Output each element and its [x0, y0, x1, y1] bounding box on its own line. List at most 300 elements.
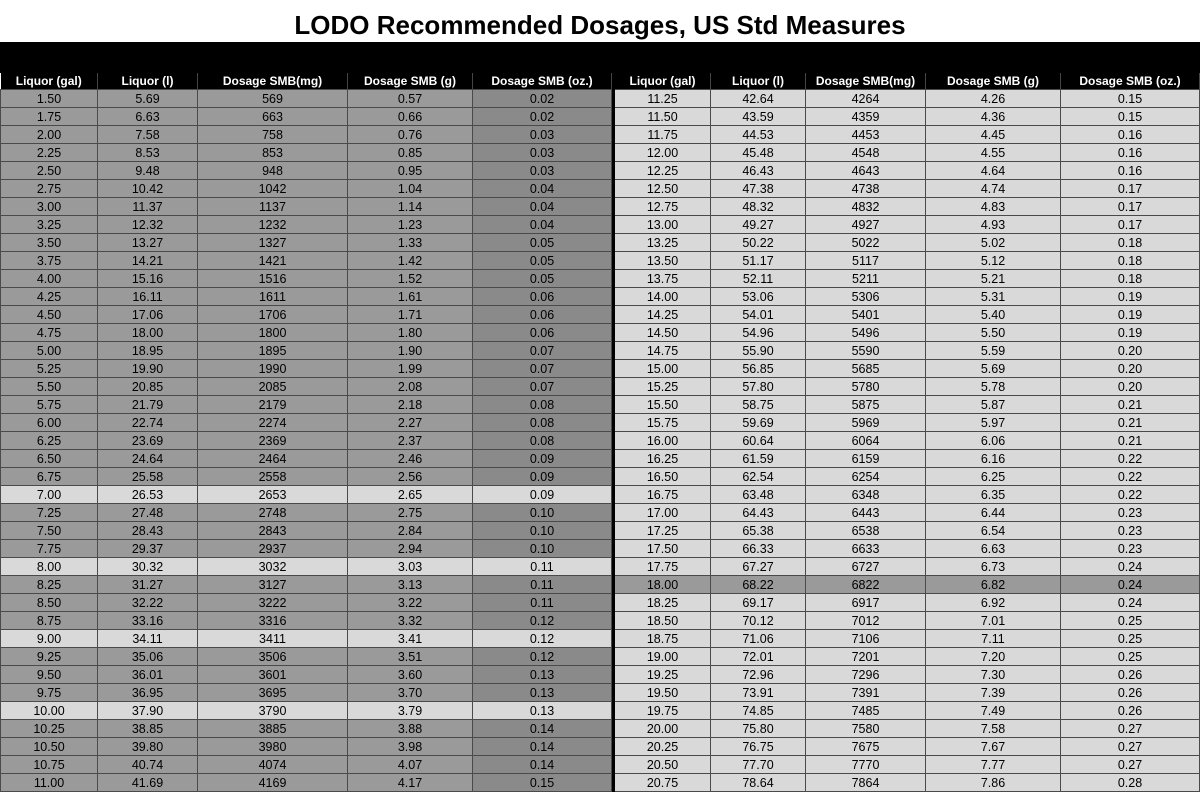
table-cell: 0.08 — [473, 432, 612, 450]
table-cell: 0.04 — [473, 216, 612, 234]
table-row — [1, 576, 612, 594]
table-cell: 569 — [198, 90, 348, 108]
table-cell: 1421 — [198, 252, 348, 270]
table-row — [1, 180, 612, 198]
table-cell: 32.22 — [98, 594, 198, 612]
table-cell: 0.25 — [1061, 630, 1200, 648]
table-cell: 6633 — [806, 540, 926, 558]
table-cell: 4548 — [806, 144, 926, 162]
table-row — [614, 666, 1200, 684]
table-cell: 3.13 — [348, 576, 473, 594]
table-cell: 4359 — [806, 108, 926, 126]
table-cell: 21.79 — [98, 396, 198, 414]
table-cell: 13.00 — [614, 216, 711, 234]
table-cell: 14.50 — [614, 324, 711, 342]
table-cell: 5.75 — [1, 396, 98, 414]
table-cell: 5211 — [806, 270, 926, 288]
table-cell: 5306 — [806, 288, 926, 306]
table-row — [614, 234, 1200, 252]
table-cell: 25.58 — [98, 468, 198, 486]
table-cell: 6.63 — [98, 108, 198, 126]
table-cell: 41.69 — [98, 774, 198, 792]
table-cell: 5496 — [806, 324, 926, 342]
table-cell: 6538 — [806, 522, 926, 540]
table-row — [1, 558, 612, 576]
table-cell: 68.22 — [711, 576, 806, 594]
table-row — [1, 198, 612, 216]
table-cell: 0.24 — [1061, 594, 1200, 612]
table-cell: 4453 — [806, 126, 926, 144]
table-cell: 45.48 — [711, 144, 806, 162]
table-cell: 4.93 — [926, 216, 1061, 234]
table-row — [614, 522, 1200, 540]
table-row — [1, 90, 612, 108]
table-cell: 3.98 — [348, 738, 473, 756]
table-cell: 3.22 — [348, 594, 473, 612]
table-cell: 5117 — [806, 252, 926, 270]
table-row — [614, 180, 1200, 198]
table-cell: 6822 — [806, 576, 926, 594]
table-cell: 9.75 — [1, 684, 98, 702]
table-cell: 0.20 — [1061, 360, 1200, 378]
table-cell: 1800 — [198, 324, 348, 342]
table-cell: 17.06 — [98, 306, 198, 324]
table-cell: 26.53 — [98, 486, 198, 504]
table-cell: 18.00 — [614, 576, 711, 594]
table-cell: 2.25 — [1, 144, 98, 162]
table-row — [1, 126, 612, 144]
table-cell: 6.25 — [1, 432, 98, 450]
table-cell: 31.27 — [98, 576, 198, 594]
column-header: Dosage SMB (oz.) — [1061, 73, 1200, 90]
table-cell: 7391 — [806, 684, 926, 702]
table-cell: 3601 — [198, 666, 348, 684]
table-cell: 13.25 — [614, 234, 711, 252]
table-cell: 0.02 — [473, 108, 612, 126]
table-cell: 22.74 — [98, 414, 198, 432]
table-cell: 5.40 — [926, 306, 1061, 324]
table-cell: 0.03 — [473, 162, 612, 180]
table-cell: 2.75 — [348, 504, 473, 522]
table-cell: 1.50 — [1, 90, 98, 108]
table-cell: 19.75 — [614, 702, 711, 720]
table-row — [614, 90, 1200, 108]
table-cell: 5.21 — [926, 270, 1061, 288]
table-row — [1, 216, 612, 234]
table-cell: 0.06 — [473, 288, 612, 306]
table-cell: 14.75 — [614, 342, 711, 360]
table-row — [1, 738, 612, 756]
table-cell: 6443 — [806, 504, 926, 522]
table-cell: 6064 — [806, 432, 926, 450]
table-cell: 4927 — [806, 216, 926, 234]
table-cell: 0.22 — [1061, 450, 1200, 468]
table-cell: 20.00 — [614, 720, 711, 738]
table-cell: 5.69 — [926, 360, 1061, 378]
table-row — [1, 414, 612, 432]
table-cell: 1137 — [198, 198, 348, 216]
table-cell: 3.03 — [348, 558, 473, 576]
table-cell: 6.75 — [1, 468, 98, 486]
table-cell: 0.24 — [1061, 576, 1200, 594]
table-cell: 0.28 — [1061, 774, 1200, 792]
table-cell: 5685 — [806, 360, 926, 378]
table-cell: 37.90 — [98, 702, 198, 720]
table-cell: 5.97 — [926, 414, 1061, 432]
table-row — [1, 342, 612, 360]
table-cell: 18.75 — [614, 630, 711, 648]
table-row — [614, 540, 1200, 558]
table-cell: 2.27 — [348, 414, 473, 432]
table-cell: 6.73 — [926, 558, 1061, 576]
table-row — [614, 270, 1200, 288]
table-row — [614, 144, 1200, 162]
table-row — [1, 486, 612, 504]
table-row — [1, 648, 612, 666]
table-row — [1, 630, 612, 648]
table-cell: 0.12 — [473, 630, 612, 648]
table-cell: 6.00 — [1, 414, 98, 432]
table-row — [1, 108, 612, 126]
table-cell: 4.26 — [926, 90, 1061, 108]
table-cell: 27.48 — [98, 504, 198, 522]
table-cell: 6.50 — [1, 450, 98, 468]
table-cell: 1.04 — [348, 180, 473, 198]
table-cell: 5.69 — [98, 90, 198, 108]
table-cell: 3790 — [198, 702, 348, 720]
table-cell: 4.45 — [926, 126, 1061, 144]
table-row — [1, 324, 612, 342]
table-cell: 2.65 — [348, 486, 473, 504]
column-header: Dosage SMB(mg) — [198, 73, 348, 90]
table-cell: 74.85 — [711, 702, 806, 720]
table-row — [614, 396, 1200, 414]
table-cell: 54.01 — [711, 306, 806, 324]
table-cell: 0.09 — [473, 450, 612, 468]
column-header: Liquor (gal) — [1, 73, 98, 90]
table-cell: 6.35 — [926, 486, 1061, 504]
table-cell: 35.06 — [98, 648, 198, 666]
table-cell: 11.75 — [614, 126, 711, 144]
table-row — [1, 234, 612, 252]
table-cell: 4.00 — [1, 270, 98, 288]
table-cell: 0.05 — [473, 252, 612, 270]
table-row — [1, 270, 612, 288]
table-cell: 0.14 — [473, 720, 612, 738]
table-cell: 0.04 — [473, 180, 612, 198]
table-cell: 5.12 — [926, 252, 1061, 270]
table-cell: 1895 — [198, 342, 348, 360]
table-cell: 2.50 — [1, 162, 98, 180]
table-cell: 1.61 — [348, 288, 473, 306]
table-cell: 0.15 — [473, 774, 612, 792]
column-header: Dosage SMB (oz.) — [473, 73, 612, 90]
header-band — [0, 42, 1200, 73]
table-row — [614, 594, 1200, 612]
table-cell: 7106 — [806, 630, 926, 648]
table-row — [1, 504, 612, 522]
table-cell: 9.00 — [1, 630, 98, 648]
table-cell: 19.50 — [614, 684, 711, 702]
table-cell: 78.64 — [711, 774, 806, 792]
table-row — [614, 450, 1200, 468]
table-cell: 46.43 — [711, 162, 806, 180]
table-cell: 0.12 — [473, 648, 612, 666]
table-cell: 1.80 — [348, 324, 473, 342]
table-cell: 30.32 — [98, 558, 198, 576]
table-cell: 34.11 — [98, 630, 198, 648]
table-row — [614, 486, 1200, 504]
table-cell: 0.07 — [473, 360, 612, 378]
table-row — [1, 378, 612, 396]
table-cell: 1.71 — [348, 306, 473, 324]
table-cell: 3411 — [198, 630, 348, 648]
table-header-row — [614, 73, 1200, 90]
table-cell: 17.00 — [614, 504, 711, 522]
table-cell: 3032 — [198, 558, 348, 576]
table-cell: 7.58 — [98, 126, 198, 144]
table-cell: 0.11 — [473, 558, 612, 576]
table-cell: 7580 — [806, 720, 926, 738]
table-cell: 0.05 — [473, 270, 612, 288]
table-cell: 0.24 — [1061, 558, 1200, 576]
table-cell: 5.00 — [1, 342, 98, 360]
table-cell: 9.25 — [1, 648, 98, 666]
table-cell: 6.44 — [926, 504, 1061, 522]
table-cell: 6727 — [806, 558, 926, 576]
table-cell: 6.06 — [926, 432, 1061, 450]
table-cell: 0.22 — [1061, 486, 1200, 504]
table-row — [614, 108, 1200, 126]
table-cell: 5.59 — [926, 342, 1061, 360]
table-cell: 18.50 — [614, 612, 711, 630]
table-cell: 7.49 — [926, 702, 1061, 720]
table-cell: 0.14 — [473, 738, 612, 756]
table-row — [614, 684, 1200, 702]
table-cell: 38.85 — [98, 720, 198, 738]
table-cell: 3.75 — [1, 252, 98, 270]
table-cell: 948 — [198, 162, 348, 180]
table-cell: 40.74 — [98, 756, 198, 774]
dosage-table-right — [612, 73, 1200, 792]
table-cell: 69.17 — [711, 594, 806, 612]
table-cell: 1611 — [198, 288, 348, 306]
table-cell: 72.01 — [711, 648, 806, 666]
table-cell: 14.25 — [614, 306, 711, 324]
table-cell: 0.07 — [473, 378, 612, 396]
table-cell: 3.41 — [348, 630, 473, 648]
table-cell: 0.95 — [348, 162, 473, 180]
table-cell: 3.50 — [1, 234, 98, 252]
table-cell: 2653 — [198, 486, 348, 504]
table-cell: 20.75 — [614, 774, 711, 792]
table-cell: 0.07 — [473, 342, 612, 360]
table-cell: 15.00 — [614, 360, 711, 378]
table-row — [614, 702, 1200, 720]
table-cell: 15.25 — [614, 378, 711, 396]
table-cell: 19.00 — [614, 648, 711, 666]
table-cell: 13.27 — [98, 234, 198, 252]
table-cell: 57.80 — [711, 378, 806, 396]
table-row — [1, 432, 612, 450]
table-cell: 2.75 — [1, 180, 98, 198]
table-cell: 10.75 — [1, 756, 98, 774]
table-cell: 0.16 — [1061, 162, 1200, 180]
table-cell: 0.23 — [1061, 540, 1200, 558]
table-cell: 12.00 — [614, 144, 711, 162]
table-cell: 7012 — [806, 612, 926, 630]
table-cell: 0.20 — [1061, 378, 1200, 396]
table-cell: 0.13 — [473, 684, 612, 702]
table-cell: 10.00 — [1, 702, 98, 720]
table-cell: 4.55 — [926, 144, 1061, 162]
table-cell: 9.50 — [1, 666, 98, 684]
table-cell: 4264 — [806, 90, 926, 108]
table-cell: 5590 — [806, 342, 926, 360]
table-cell: 9.48 — [98, 162, 198, 180]
table-cell: 4832 — [806, 198, 926, 216]
table-cell: 8.25 — [1, 576, 98, 594]
table-cell: 6.63 — [926, 540, 1061, 558]
table-cell: 0.17 — [1061, 198, 1200, 216]
table-row — [614, 414, 1200, 432]
table-row — [614, 558, 1200, 576]
table-cell: 64.43 — [711, 504, 806, 522]
table-cell: 0.57 — [348, 90, 473, 108]
table-cell: 7864 — [806, 774, 926, 792]
table-cell: 6348 — [806, 486, 926, 504]
table-cell: 4169 — [198, 774, 348, 792]
table-cell: 0.18 — [1061, 234, 1200, 252]
table-cell: 5780 — [806, 378, 926, 396]
table-cell: 7.39 — [926, 684, 1061, 702]
table-cell: 4.75 — [1, 324, 98, 342]
table-cell: 20.25 — [614, 738, 711, 756]
table-cell: 3.60 — [348, 666, 473, 684]
table-cell: 3.88 — [348, 720, 473, 738]
column-header: Dosage SMB(mg) — [806, 73, 926, 90]
table-cell: 0.02 — [473, 90, 612, 108]
table-row — [1, 396, 612, 414]
table-row — [1, 774, 612, 792]
table-cell: 7770 — [806, 756, 926, 774]
table-cell: 2.08 — [348, 378, 473, 396]
table-cell: 10.25 — [1, 720, 98, 738]
table-cell: 7.01 — [926, 612, 1061, 630]
table-cell: 20.50 — [614, 756, 711, 774]
table-row — [614, 252, 1200, 270]
table-row — [614, 162, 1200, 180]
table-cell: 66.33 — [711, 540, 806, 558]
table-cell: 4.36 — [926, 108, 1061, 126]
table-cell: 0.23 — [1061, 522, 1200, 540]
table-cell: 15.75 — [614, 414, 711, 432]
table-cell: 15.50 — [614, 396, 711, 414]
table-cell: 18.00 — [98, 324, 198, 342]
table-cell: 2.94 — [348, 540, 473, 558]
table-row — [1, 702, 612, 720]
table-cell: 4.74 — [926, 180, 1061, 198]
table-cell: 0.76 — [348, 126, 473, 144]
table-cell: 17.75 — [614, 558, 711, 576]
table-cell: 4.50 — [1, 306, 98, 324]
table-cell: 18.25 — [614, 594, 711, 612]
table-cell: 2.18 — [348, 396, 473, 414]
table-row — [614, 216, 1200, 234]
table-cell: 44.53 — [711, 126, 806, 144]
table-cell: 19.25 — [614, 666, 711, 684]
table-cell: 8.53 — [98, 144, 198, 162]
table-cell: 0.18 — [1061, 252, 1200, 270]
table-cell: 53.06 — [711, 288, 806, 306]
table-cell: 0.06 — [473, 324, 612, 342]
table-cell: 7485 — [806, 702, 926, 720]
table-cell: 2274 — [198, 414, 348, 432]
table-cell: 7.00 — [1, 486, 98, 504]
table-cell: 77.70 — [711, 756, 806, 774]
table-cell: 28.43 — [98, 522, 198, 540]
table-row — [614, 756, 1200, 774]
table-cell: 2.46 — [348, 450, 473, 468]
table-cell: 0.26 — [1061, 684, 1200, 702]
table-cell: 6.16 — [926, 450, 1061, 468]
table-cell: 1.75 — [1, 108, 98, 126]
table-cell: 7.58 — [926, 720, 1061, 738]
table-cell: 0.10 — [473, 522, 612, 540]
table-cell: 0.08 — [473, 414, 612, 432]
table-cell: 3.51 — [348, 648, 473, 666]
table-row — [1, 360, 612, 378]
table-cell: 7.86 — [926, 774, 1061, 792]
table-cell: 853 — [198, 144, 348, 162]
table-cell: 12.25 — [614, 162, 711, 180]
table-cell: 0.21 — [1061, 432, 1200, 450]
table-cell: 0.19 — [1061, 306, 1200, 324]
table-cell: 0.21 — [1061, 396, 1200, 414]
table-cell: 1.90 — [348, 342, 473, 360]
table-cell: 11.25 — [614, 90, 711, 108]
table-cell: 2748 — [198, 504, 348, 522]
table-cell: 36.95 — [98, 684, 198, 702]
table-cell: 1.14 — [348, 198, 473, 216]
table-cell: 1990 — [198, 360, 348, 378]
table-cell: 0.15 — [1061, 90, 1200, 108]
table-cell: 54.96 — [711, 324, 806, 342]
table-cell: 3980 — [198, 738, 348, 756]
table-cell: 5.50 — [926, 324, 1061, 342]
table-cell: 0.25 — [1061, 612, 1200, 630]
table-row — [614, 432, 1200, 450]
table-cell: 7675 — [806, 738, 926, 756]
table-cell: 0.66 — [348, 108, 473, 126]
table-cell: 0.14 — [473, 756, 612, 774]
table-cell: 2085 — [198, 378, 348, 396]
table-cell: 52.11 — [711, 270, 806, 288]
table-cell: 7.11 — [926, 630, 1061, 648]
table-cell: 3.00 — [1, 198, 98, 216]
table-row — [1, 720, 612, 738]
table-row — [1, 684, 612, 702]
table-row — [1, 306, 612, 324]
table-cell: 6.82 — [926, 576, 1061, 594]
table-row — [1, 612, 612, 630]
table-cell: 2.00 — [1, 126, 98, 144]
table-cell: 48.32 — [711, 198, 806, 216]
table-cell: 71.06 — [711, 630, 806, 648]
table-cell: 11.50 — [614, 108, 711, 126]
table-cell: 5.87 — [926, 396, 1061, 414]
table-cell: 0.26 — [1061, 702, 1200, 720]
